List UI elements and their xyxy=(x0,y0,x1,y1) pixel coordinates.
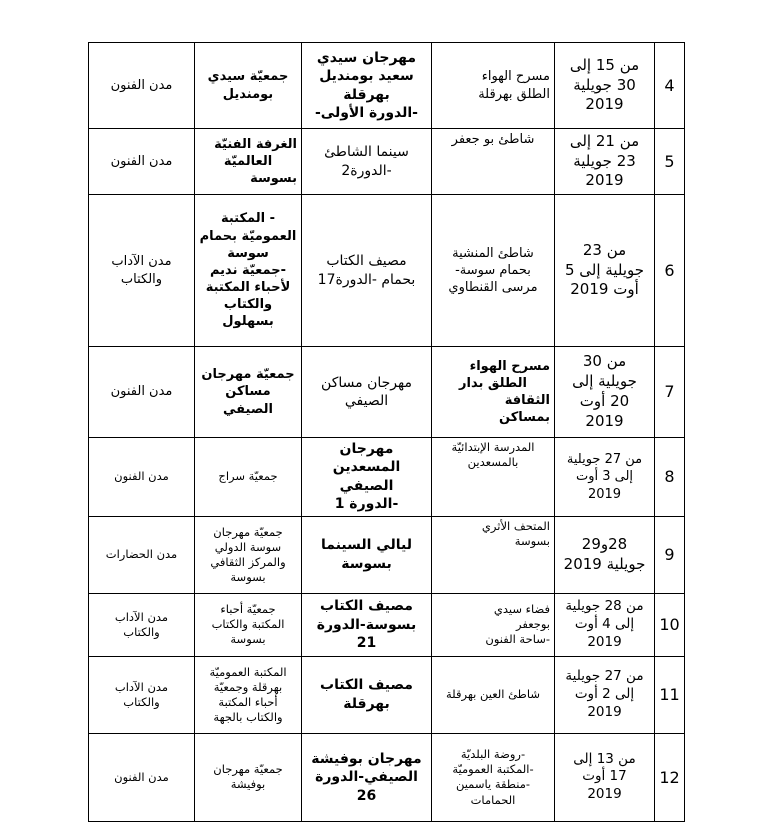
cell-line: مدن الفنون xyxy=(110,384,173,400)
event-organizer xyxy=(195,593,302,656)
cell-line: -الدورة الأولى- xyxy=(314,104,418,121)
cell-line: فضاء سيدي xyxy=(493,602,550,617)
cell-line: والكتاب xyxy=(120,271,163,287)
row-number: 6 xyxy=(655,195,685,347)
cell-line: جويلية إلى xyxy=(572,372,637,391)
event-venue xyxy=(432,656,555,733)
event-title xyxy=(302,593,432,656)
event-date xyxy=(555,516,655,593)
event-organizer xyxy=(195,43,302,129)
event-venue xyxy=(432,516,555,593)
table-row xyxy=(89,43,685,129)
cell-line: والمركز الثقافي xyxy=(210,554,286,569)
cell-line: ليالي السينما xyxy=(321,537,412,554)
cell-line: -المكتبة العموميّة xyxy=(452,762,534,777)
cell-line: جمعيّة مهرجان xyxy=(201,367,295,383)
event-title xyxy=(302,43,432,129)
table-row xyxy=(89,516,685,593)
row-number: 11 xyxy=(655,656,685,733)
cell-line: -ساحة الفنون xyxy=(485,632,550,647)
event-title xyxy=(302,129,432,195)
event-venue xyxy=(432,733,555,821)
cell-line: المكتبة العموميّة xyxy=(209,664,287,679)
cell-line: من 30 xyxy=(582,352,627,371)
event-venue xyxy=(432,129,555,195)
cell-line: بالمسعدين xyxy=(467,455,519,470)
cell-line: شاطئ بو جعفر xyxy=(451,132,535,147)
event-title xyxy=(302,195,432,347)
cell-line: بهرقلة xyxy=(343,86,390,103)
event-title xyxy=(302,656,432,733)
cell-line: أوت 2019 xyxy=(570,280,639,299)
cell-line: مدن الآداب xyxy=(114,609,169,624)
event-category xyxy=(89,593,195,656)
cell-line: مهرجان المسعدين xyxy=(332,441,401,476)
row-number: 5 xyxy=(655,129,685,195)
event-category xyxy=(89,129,195,195)
cell-line: بسوسة xyxy=(230,570,266,585)
event-organizer xyxy=(195,347,302,438)
cell-line: -روضة البلديّة xyxy=(460,747,526,762)
cell-line: من 15 إلى xyxy=(569,55,640,74)
event-date xyxy=(555,656,655,733)
event-date xyxy=(555,195,655,347)
event-date xyxy=(555,347,655,438)
cell-line: الحمامات xyxy=(470,792,516,807)
cell-line: المدرسة الإبتدائيّة xyxy=(451,440,535,454)
cell-line: بومنديل xyxy=(222,86,274,102)
event-title xyxy=(302,733,432,821)
row-number: 8 xyxy=(655,438,685,517)
cell-line: من 27 جويلية xyxy=(566,452,643,468)
cell-line: مدن الآداب xyxy=(111,254,172,270)
table-row xyxy=(89,733,685,821)
cell-line: مهرجان بوفيشة xyxy=(311,750,422,767)
cell-line: والكتاب xyxy=(123,694,160,709)
event-venue xyxy=(432,195,555,347)
cell-line: مساكن الصيفي xyxy=(223,384,273,417)
table-row xyxy=(89,195,685,347)
table-row xyxy=(89,438,685,517)
cell-line: من 28 جويلية xyxy=(565,598,644,615)
event-category xyxy=(89,516,195,593)
cell-line: 2019 xyxy=(585,171,624,190)
table-row xyxy=(89,656,685,733)
cell-line: 2019 xyxy=(587,633,622,650)
cell-line: بمساكن xyxy=(499,410,550,426)
cell-line: شاطئ المنشية xyxy=(452,245,534,261)
cell-line: المتحف الأثري xyxy=(481,518,550,533)
cell-line: جمعيّة سيدي xyxy=(207,69,289,85)
cell-line: بحمام -الدورة17 xyxy=(317,271,416,288)
cell-line: من 23 xyxy=(582,240,627,259)
cell-line: شاطئ العين بهرقلة xyxy=(446,687,540,702)
cell-line: أحباء المكتبة xyxy=(218,694,278,709)
event-category xyxy=(89,733,195,821)
event-category xyxy=(89,43,195,129)
cell-line: والكتاب بالجهة xyxy=(213,710,283,725)
event-venue xyxy=(432,438,555,517)
cell-line: 17 أوت xyxy=(582,768,627,785)
cell-line: الصيفي xyxy=(344,393,389,409)
cell-line: سينما الشاطئ xyxy=(324,144,409,161)
cell-line: المكتبة والكتاب xyxy=(211,617,285,632)
event-organizer xyxy=(195,656,302,733)
cell-line: مدن الفنون xyxy=(114,769,169,784)
event-date xyxy=(555,129,655,195)
cell-line: إلى 4 أوت xyxy=(574,615,635,632)
cell-line: بسهلول xyxy=(222,314,274,330)
cell-line: والكتاب xyxy=(223,297,273,313)
cell-line: إلى 2 أوت xyxy=(574,685,635,702)
cell-line: 23 جويلية xyxy=(573,151,636,170)
cell-line: -الدورة2 xyxy=(341,162,392,179)
cell-line: سوسة xyxy=(227,245,269,261)
row-number: 12 xyxy=(655,733,685,821)
cell-line: 2019 xyxy=(585,411,624,430)
event-date xyxy=(555,43,655,129)
event-title xyxy=(302,347,432,438)
event-date xyxy=(555,733,655,821)
cell-line: مصيف الكتاب xyxy=(326,253,407,270)
cell-line: من 13 إلى xyxy=(573,750,636,767)
event-date xyxy=(555,438,655,517)
cell-line: الطلق بدار الثقافة xyxy=(459,375,550,408)
cell-line: جويلية إلى 5 xyxy=(564,260,645,279)
event-organizer xyxy=(195,516,302,593)
cell-line: 2019 xyxy=(587,486,622,502)
cell-line: مهرجان سيدي xyxy=(316,49,417,66)
cell-line: بوجعفر xyxy=(516,617,550,632)
cell-line: الصيفي-الدورة 26 xyxy=(315,769,418,804)
event-category xyxy=(89,438,195,517)
cell-line: بهرقلة xyxy=(343,695,390,712)
row-number: 7 xyxy=(655,347,685,438)
event-organizer xyxy=(195,129,302,195)
cell-line: سوسة الدولي xyxy=(214,539,282,554)
cell-line: بسوسة xyxy=(230,632,266,647)
cell-line: والكتاب xyxy=(123,624,160,639)
festival-table xyxy=(88,42,685,822)
cell-line: بهرقلة وجمعيّة xyxy=(213,679,283,694)
cell-line: مدن الفنون xyxy=(110,153,173,169)
cell-line: جمعيّة أحباء xyxy=(220,602,276,617)
cell-line: بحمام سوسة- xyxy=(455,262,531,278)
table-row xyxy=(89,593,685,656)
event-title xyxy=(302,516,432,593)
cell-line: 2019 xyxy=(585,95,624,114)
event-organizer xyxy=(195,438,302,517)
cell-line: 20 أوت xyxy=(579,392,630,410)
row-number: 4 xyxy=(655,43,685,129)
cell-line: 2019 xyxy=(587,703,622,720)
cell-line: جويلية 2019 xyxy=(563,554,646,573)
cell-line: لأحباء المكتبة xyxy=(205,280,291,296)
cell-line: بوفيشة xyxy=(230,777,266,792)
cell-line: -منطقة ياسمين xyxy=(455,777,531,792)
cell-line: الصيفي xyxy=(339,477,394,494)
event-organizer xyxy=(195,195,302,347)
cell-line: بسوسة xyxy=(341,555,392,572)
cell-line: 30 جويلية xyxy=(573,75,636,94)
cell-line: مصيف الكتاب xyxy=(320,677,413,694)
table-row xyxy=(89,129,685,195)
cell-line: مصيف الكتاب xyxy=(320,598,413,615)
cell-line: إلى 3 أوت xyxy=(575,469,634,485)
table-row xyxy=(89,347,685,438)
cell-line: مهرجان مساكن xyxy=(321,374,412,391)
cell-line: بسوسة xyxy=(514,534,550,549)
cell-line: مدن الحضارات xyxy=(105,547,178,562)
cell-line: 2019 xyxy=(587,786,622,803)
event-date xyxy=(555,593,655,656)
cell-line: مدن الآداب xyxy=(114,679,169,694)
cell-line: مدن الفنون xyxy=(110,77,173,93)
cell-line: الطلق بهرقلة xyxy=(478,86,550,102)
event-venue xyxy=(432,347,555,438)
event-title xyxy=(302,438,432,517)
cell-line: من 27 جويلية xyxy=(565,668,644,685)
event-venue xyxy=(432,593,555,656)
event-organizer xyxy=(195,733,302,821)
cell-line: سعيد بومنديل xyxy=(319,68,414,85)
event-category xyxy=(89,347,195,438)
cell-line: مسرح الهواء xyxy=(481,69,550,85)
cell-line: جمعيّة مهرجان xyxy=(213,524,283,539)
cell-line: العالميّة بسوسة xyxy=(223,153,297,187)
cell-line: مسرح الهواء xyxy=(469,358,550,374)
cell-line: جمعيّة سراج xyxy=(218,469,278,484)
cell-line: الغرفة الفنيّة xyxy=(214,136,297,152)
cell-line: - المكتبة xyxy=(220,211,276,227)
cell-line: -جمعيّة نديم xyxy=(209,262,286,278)
cell-line: مدن الفنون xyxy=(114,469,169,484)
cell-line: جمعيّة مهرجان xyxy=(213,762,283,777)
row-number: 9 xyxy=(655,516,685,593)
event-category xyxy=(89,195,195,347)
row-number: 10 xyxy=(655,593,685,656)
cell-line: مرسى القنطاوي xyxy=(448,280,538,296)
event-venue xyxy=(432,43,555,129)
cell-line: -الدورة 1 xyxy=(334,496,399,513)
event-category xyxy=(89,656,195,733)
cell-line: 28و29 xyxy=(581,535,628,554)
cell-line: بسوسة-الدورة 21 xyxy=(316,616,417,652)
cell-line: من 21 إلى xyxy=(569,131,640,150)
cell-line: العموميّة بحمام xyxy=(199,228,297,244)
